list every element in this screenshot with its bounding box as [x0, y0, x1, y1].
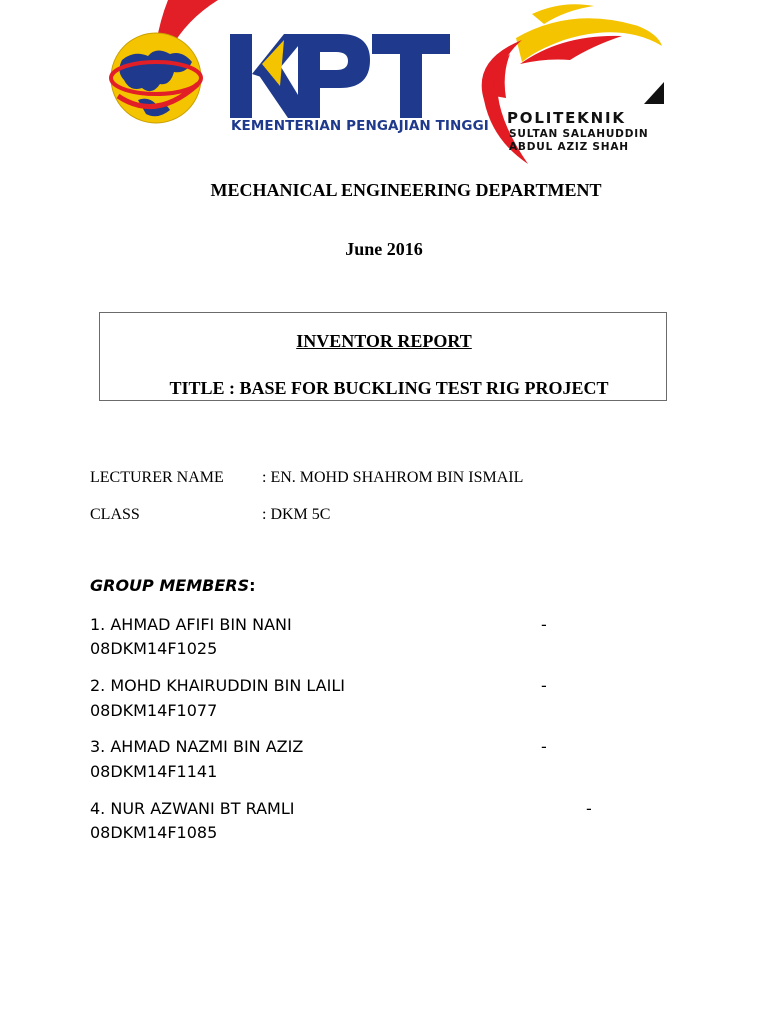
member-dash: -: [586, 799, 592, 818]
member-id: 08DKM14F1141: [90, 762, 218, 781]
member-name: 4. NUR AZWANI BT RAMLI: [90, 799, 295, 818]
member-dash: -: [541, 676, 547, 695]
member-dash: -: [541, 737, 547, 756]
class-label: CLASS: [90, 506, 140, 523]
report-title: TITLE : BASE FOR BUCKLING TEST RIG PROJECT: [169, 378, 609, 398]
group-members-label: GROUP MEMBERS: [90, 576, 250, 595]
group-members-heading: [90, 576, 256, 595]
member-dash: -: [541, 615, 547, 634]
report-date: June 2016: [345, 239, 423, 259]
member-name: 2. MOHD KHAIRUDDIN BIN LAILI: [90, 676, 345, 695]
group-members-colon: :: [249, 576, 256, 595]
member-name: 1. AHMAD AFIFI BIN NANI: [90, 615, 292, 634]
politeknik-name: POLITEKNIK: [507, 109, 626, 127]
lecturer-value: : EN. MOHD SHAHROM BIN ISMAIL: [262, 469, 524, 486]
class-value: : DKM 5C: [262, 506, 331, 523]
report-heading: INVENTOR REPORT: [296, 331, 472, 351]
politeknik-line1: SULTAN SALAHUDDIN: [509, 128, 649, 140]
member-id: 08DKM14F1077: [90, 701, 218, 720]
member-id: 08DKM14F1085: [90, 823, 218, 842]
kpt-subtitle: KEMENTERIAN PENGAJIAN TINGGI: [231, 118, 489, 134]
member-name: 3. AHMAD NAZMI BIN AZIZ: [90, 737, 304, 756]
politeknik-line2: ABDUL AZIZ SHAH: [509, 141, 629, 153]
member-id: 08DKM14F1025: [90, 639, 218, 658]
lecturer-label: LECTURER NAME: [90, 469, 224, 486]
department-heading: MECHANICAL ENGINEERING DEPARTMENT: [210, 180, 602, 200]
